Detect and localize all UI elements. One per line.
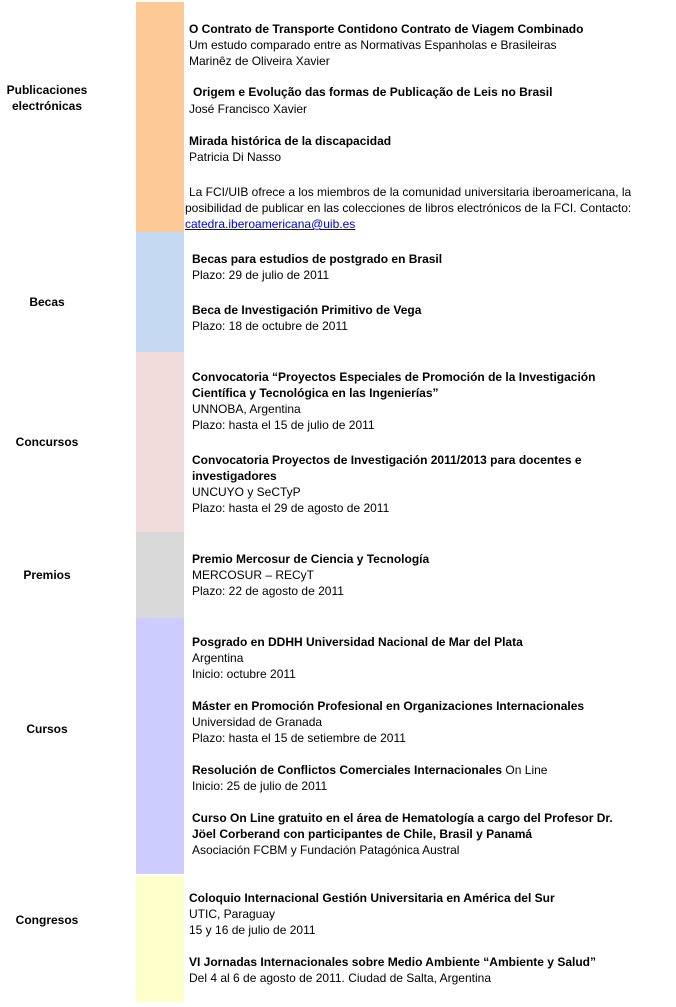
band-publicaciones bbox=[136, 2, 184, 232]
pub-note-line-2: posibilidad de publicar en las colecciones de libros electrónicos de la FCI. Contacto: bbox=[185, 201, 632, 215]
concursos-plazo-2: Plazo: hasta el 29 de agosto de 2011 bbox=[192, 501, 390, 515]
congresos-date-1: 15 y 16 de julio de 2011 bbox=[189, 923, 316, 937]
band-premios bbox=[136, 532, 184, 618]
section-label-congresos: Congresos bbox=[15, 913, 79, 927]
pub-subtitle-1: Um estudo comparado entre as Normativas Espanholas e Brasileiras bbox=[189, 38, 557, 52]
cursos-title-3-main[interactable]: Resolución de Conflictos Comerciales Internacionales bbox=[192, 763, 503, 777]
concursos-plazo-1: Plazo: hasta el 15 de julio de 2011 bbox=[192, 418, 375, 432]
concursos-org-2: UNCUYO y SeCTyP bbox=[192, 485, 301, 499]
cursos-date-1: Inicio: octubre 2011 bbox=[192, 667, 296, 681]
becas-title-2[interactable]: Beca de Investigación Primitivo de Vega bbox=[192, 303, 422, 317]
becas-title-1[interactable]: Becas para estudios de postgrado en Brasil bbox=[192, 252, 443, 266]
pub-title-3[interactable]: Mirada histórica de la discapacidad bbox=[189, 134, 392, 148]
section-label-publicaciones: Publicaciones electrónicas bbox=[6, 83, 88, 113]
congresos-title-1[interactable]: Coloquio Internacional Gestión Universitaria en América del Sur bbox=[189, 891, 555, 905]
pub-author-2: José Francisco Xavier bbox=[189, 102, 308, 116]
concursos-title-2b[interactable]: investigadores bbox=[192, 469, 277, 483]
pub-author-1: Marinêz de Oliveira Xavier bbox=[189, 54, 330, 68]
becas-plazo-2: Plazo: 18 de octubre de 2011 bbox=[192, 319, 348, 333]
contact-email-link[interactable]: catedra.iberoamericana@uib.es bbox=[185, 217, 356, 231]
congresos-date-2: Del 4 al 6 de agosto de 2011. Ciudad de Salta, Argentina bbox=[189, 971, 491, 985]
section-label-cursos: Cursos bbox=[26, 722, 68, 736]
concursos-org-1: UNNOBA, Argentina bbox=[192, 402, 301, 416]
cursos-date-3: Inicio: 25 de julio de 2011 bbox=[192, 779, 328, 793]
section-label-becas: Becas bbox=[29, 295, 65, 309]
pub-note-line-1: La FCI/UIB ofrece a los miembros de la comunidad universitaria iberoamericana, la bbox=[189, 185, 632, 199]
premios-org-1: MERCOSUR – RECyT bbox=[192, 568, 315, 582]
cursos-plazo-2: Plazo: hasta el 15 de setiembre de 2011 bbox=[192, 731, 406, 745]
pub-title-1[interactable]: O Contrato de Transporte Contidono Contrato de Viagem Combinado bbox=[189, 22, 584, 36]
pub-title-2[interactable]: Origem e Evolução das formas de Publicação de Leis no Brasil bbox=[193, 85, 553, 99]
cursos-title-4b[interactable]: Jöel Corberand con participantes de Chile, Brasil y Panamá bbox=[192, 827, 533, 841]
concursos-title-1a[interactable]: Convocatoria “Proyectos Especiales de Promoción de la Investigación bbox=[192, 370, 596, 384]
premios-plazo-1: Plazo: 22 de agosto de 2011 bbox=[192, 584, 344, 598]
cursos-title-3[interactable] bbox=[192, 762, 547, 778]
congresos-title-2[interactable]: VI Jornadas Internacionales sobre Medio Ambiente “Ambiente y Salud” bbox=[189, 955, 596, 969]
cursos-title-2[interactable]: Máster en Promoción Profesional en Organizaciones Internacionales bbox=[192, 699, 585, 713]
concursos-title-1b[interactable]: Científica y Tecnológica en las Ingenierías” bbox=[192, 386, 439, 400]
premios-title-1[interactable]: Premio Mercosur de Ciencia y Tecnología bbox=[192, 552, 430, 566]
band-concursos bbox=[136, 352, 184, 532]
cursos-org-1: Argentina bbox=[192, 651, 244, 665]
band-congresos bbox=[136, 876, 184, 1002]
congresos-org-1: UTIC, Paraguay bbox=[189, 907, 276, 921]
band-becas bbox=[136, 232, 184, 352]
becas-plazo-1: Plazo: 29 de julio de 2011 bbox=[192, 268, 330, 282]
section-label-premios: Premios bbox=[23, 568, 71, 582]
cursos-title-1[interactable]: Posgrado en DDHH Universidad Nacional de Mar del Plata bbox=[192, 635, 523, 649]
band-cursos bbox=[136, 618, 184, 874]
cursos-org-2: Universidad de Granada bbox=[192, 715, 323, 729]
pub-author-3: Patricia Di Nasso bbox=[189, 150, 282, 164]
cursos-title-3-suffix: On Line bbox=[502, 763, 548, 777]
cursos-title-4a[interactable]: Curso On Line gratuito en el área de Hematología a cargo del Profesor Dr. bbox=[192, 811, 613, 825]
cursos-org-4: Asociación FCBM y Fundación Patagónica Austral bbox=[192, 843, 460, 857]
concursos-title-2a[interactable]: Convocatoria Proyectos de Investigación 2011/2013 para docentes e bbox=[192, 453, 582, 467]
section-label-concursos: Concursos bbox=[15, 435, 79, 449]
